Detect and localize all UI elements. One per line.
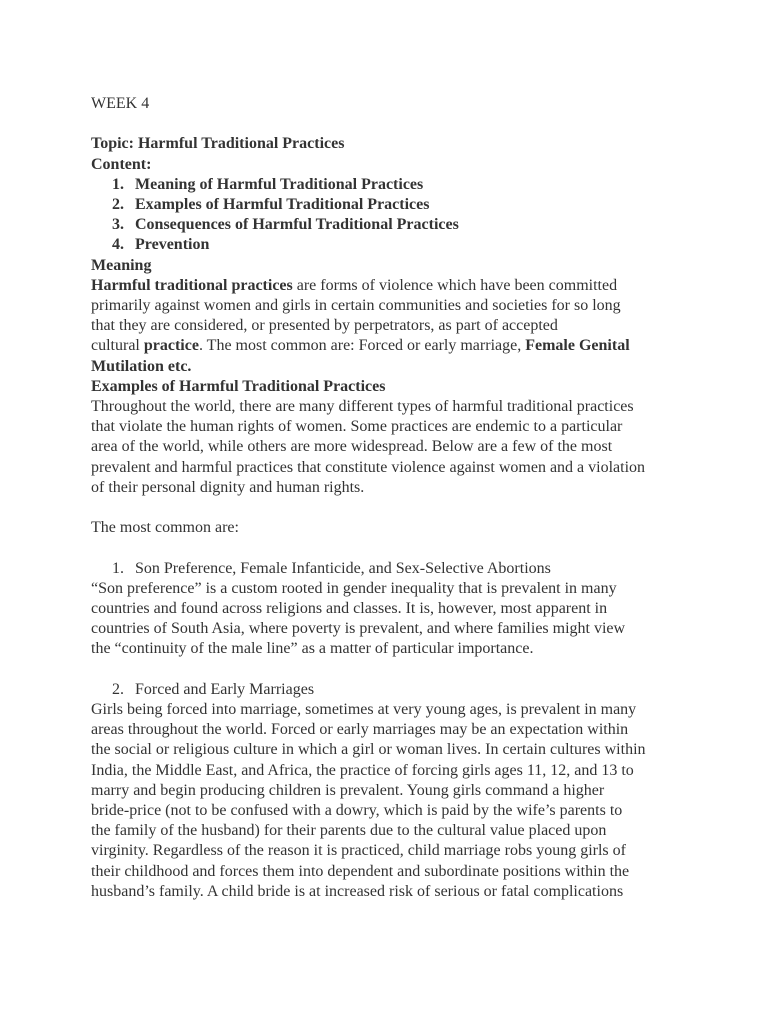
practice-paragraph-line: Girls being forced into marriage, sometimes at very young ages, is prevalent in many bbox=[91, 701, 637, 719]
meaning-paragraph-line: Mutilation etc. bbox=[91, 357, 192, 375]
list-item: 2. Examples of Harmful Traditional Practices bbox=[112, 196, 430, 213]
content-label: Content: bbox=[91, 155, 152, 173]
meaning-heading: Meaning bbox=[91, 256, 152, 274]
practice-paragraph-line: virginity. Regardless of the reason it is practiced, child marriage robs young girls of bbox=[91, 842, 626, 860]
practice-paragraph-line: “Son preference” is a custom rooted in gender inequality that is prevalent in many bbox=[91, 579, 617, 597]
practice-paragraph-line: countries of South Asia, where poverty is prevalent, and where families might view bbox=[91, 620, 626, 638]
week-label: WEEK 4 bbox=[91, 95, 150, 112]
content-list bbox=[91, 175, 691, 256]
examples-paragraph-line: area of the world, while others are more widespread. Below are a few of the most bbox=[91, 438, 613, 456]
examples-paragraph-line: that violate the human rights of women. Some practices are endemic to a particular bbox=[91, 418, 623, 436]
list-item: 3. Consequences of Harmful Traditional Practices bbox=[112, 216, 459, 234]
most-common-label: The most common are: bbox=[91, 519, 239, 537]
practice-title: 1. Son Preference, Female Infanticide, and Sex-Selective Abortions bbox=[112, 559, 551, 577]
practice-paragraph-line: bride-price (not to be confused with a dowry, which is paid by the wife’s parents to bbox=[91, 802, 623, 820]
topic-heading: Topic: Harmful Traditional Practices bbox=[91, 135, 345, 153]
practice-paragraph-line: the social or religious culture in which a girl or woman lives. In certain cultures within bbox=[91, 741, 646, 759]
examples-heading: Examples of Harmful Traditional Practices bbox=[91, 377, 386, 395]
list-item: 4. Prevention bbox=[112, 236, 210, 254]
practice-paragraph-line: areas throughout the world. Forced or early marriages may be an expectation within bbox=[91, 721, 629, 739]
examples-paragraph-line: Throughout the world, there are many different types of harmful traditional practices bbox=[91, 398, 634, 416]
practice-paragraph-line: marry and begin producing children is prevalent. Young girls command a higher bbox=[91, 781, 605, 799]
meaning-paragraph-line: that they are considered, or presented by perpetrators, as part of accepted bbox=[91, 317, 558, 335]
practice-paragraph-line: the family of the husband) for their parents due to the cultural value placed upon bbox=[91, 822, 607, 840]
practice-title: 2. Forced and Early Marriages bbox=[112, 680, 315, 698]
meaning-paragraph-line: Harmful traditional practices are forms of violence which have been committed bbox=[91, 276, 618, 294]
practice-paragraph-line: the “continuity of the male line” as a matter of particular importance. bbox=[91, 640, 534, 658]
practice-paragraph-line: their childhood and forces them into dependent and subordinate positions within the bbox=[91, 862, 630, 880]
examples-paragraph-line: of their personal dignity and human rights. bbox=[91, 478, 365, 496]
examples-paragraph-line: prevalent and harmful practices that constitute violence against women and a violation bbox=[91, 458, 646, 476]
list-item: 1. Meaning of Harmful Traditional Practices bbox=[112, 175, 424, 193]
practice-paragraph-line: husband’s family. A child bride is at increased risk of serious or fatal complications bbox=[91, 882, 624, 900]
practice-paragraph-line: countries and found across religions and classes. It is, however, most apparent in bbox=[91, 600, 608, 618]
practice-paragraph-line: India, the Middle East, and Africa, the practice of forcing girls ages 11, 12, and 13 to bbox=[91, 761, 634, 779]
meaning-paragraph-line: cultural practice. The most common are: Forced or early marriage, Female Genital bbox=[91, 337, 630, 355]
meaning-paragraph-line: primarily against women and girls in certain communities and societies for so long bbox=[91, 297, 621, 315]
document-page bbox=[91, 94, 691, 902]
